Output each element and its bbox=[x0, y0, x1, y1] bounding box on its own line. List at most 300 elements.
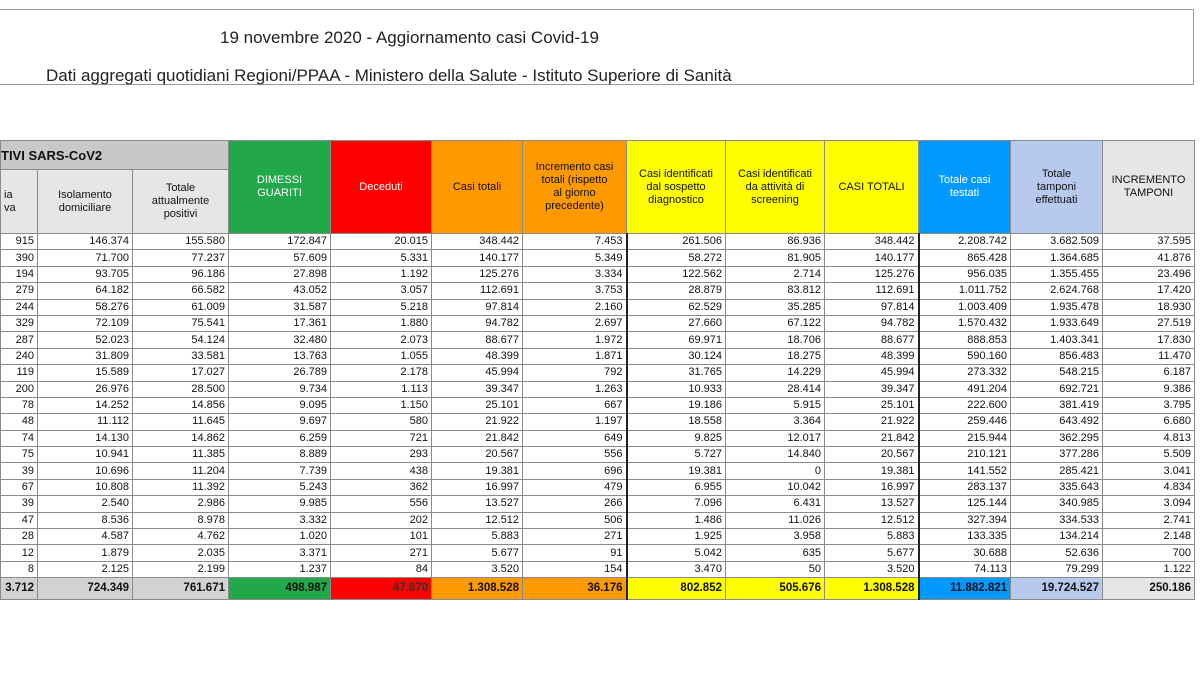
table-cell: 240 bbox=[1, 348, 38, 364]
table-cell: 19.381 bbox=[432, 463, 523, 479]
table-cell: 3.958 bbox=[726, 529, 825, 545]
table-cell: 88.677 bbox=[432, 332, 523, 348]
table-cell: 7.096 bbox=[627, 496, 726, 512]
table-cell: 0 bbox=[726, 463, 825, 479]
table-cell: 9.734 bbox=[229, 381, 331, 397]
table-cell: 1.003.409 bbox=[919, 299, 1011, 315]
table-cell: 287 bbox=[1, 332, 38, 348]
table-cell: 8 bbox=[1, 561, 38, 577]
table-cell: 643.492 bbox=[1011, 414, 1103, 430]
table-cell: 721 bbox=[331, 430, 432, 446]
table-cell: 11.026 bbox=[726, 512, 825, 528]
table-cell: 79.299 bbox=[1011, 561, 1103, 577]
table-cell: 17.361 bbox=[229, 315, 331, 331]
table-cell: 12.017 bbox=[726, 430, 825, 446]
total-cell: 1.308.528 bbox=[432, 578, 523, 600]
group-header-positivi: TIVI SARS-CoV2 bbox=[1, 141, 229, 170]
table-cell: 1.972 bbox=[523, 332, 627, 348]
table-cell: 7.453 bbox=[523, 234, 627, 250]
table-cell: 3.332 bbox=[229, 512, 331, 528]
table-cell: 6.187 bbox=[1103, 365, 1195, 381]
table-cell: 8.536 bbox=[38, 512, 133, 528]
table-cell: 17.420 bbox=[1103, 283, 1195, 299]
table-cell: 28.879 bbox=[627, 283, 726, 299]
total-cell: 802.852 bbox=[627, 578, 726, 600]
page-title: 19 novembre 2020 - Aggiornamento casi Covid-19 bbox=[220, 28, 599, 47]
table-cell: 21.922 bbox=[432, 414, 523, 430]
table-cell: 28.414 bbox=[726, 381, 825, 397]
table-cell: 43.052 bbox=[229, 283, 331, 299]
table-cell: 283.137 bbox=[919, 479, 1011, 495]
table-cell: 27.519 bbox=[1103, 315, 1195, 331]
table-cell: 125.144 bbox=[919, 496, 1011, 512]
table-cell: 4.762 bbox=[133, 529, 229, 545]
table-cell: 39 bbox=[1, 463, 38, 479]
table-cell: 1.570.432 bbox=[919, 315, 1011, 331]
table-cell: 11.385 bbox=[133, 447, 229, 463]
table-cell: 271 bbox=[523, 529, 627, 545]
table-cell: 2.208.742 bbox=[919, 234, 1011, 250]
table-cell: 6.259 bbox=[229, 430, 331, 446]
col-header-totale-casi-testati: Totale casi testati bbox=[919, 141, 1011, 234]
table-cell: 28 bbox=[1, 529, 38, 545]
table-row bbox=[1, 381, 1195, 397]
table-cell: 696 bbox=[523, 463, 627, 479]
table-cell: 1.355.455 bbox=[1011, 266, 1103, 282]
table-cell: 692.721 bbox=[1011, 381, 1103, 397]
table-cell: 1.113 bbox=[331, 381, 432, 397]
table-cell: 52.636 bbox=[1011, 545, 1103, 561]
table-cell: 78 bbox=[1, 397, 38, 413]
table-row bbox=[1, 348, 1195, 364]
table-cell: 11.645 bbox=[133, 414, 229, 430]
table-cell: 5.883 bbox=[432, 529, 523, 545]
table-cell: 3.753 bbox=[523, 283, 627, 299]
table-cell: 112.691 bbox=[825, 283, 919, 299]
col-header-incremento-casi: Incremento casi totali (rispetto al giorno precedente) bbox=[523, 141, 627, 234]
table-cell: 62.529 bbox=[627, 299, 726, 315]
table-cell: 125.276 bbox=[432, 266, 523, 282]
table-cell: 154 bbox=[523, 561, 627, 577]
table-cell: 97.814 bbox=[432, 299, 523, 315]
col-header-dimessi-guariti: DIMESSI GUARITI bbox=[229, 141, 331, 234]
table-row bbox=[1, 315, 1195, 331]
table-cell: 72.109 bbox=[38, 315, 133, 331]
table-cell: 6.680 bbox=[1103, 414, 1195, 430]
table-cell: 3.371 bbox=[229, 545, 331, 561]
table-cell: 1.192 bbox=[331, 266, 432, 282]
table-cell: 84 bbox=[331, 561, 432, 577]
col-header-casi-screening: Casi identificati da attività di screening bbox=[726, 141, 825, 234]
table-cell: 4.834 bbox=[1103, 479, 1195, 495]
page-subtitle: Dati aggregati quotidiani Regioni/PPAA - Ministero della Salute - Istituto Superiore di Sanità bbox=[46, 66, 732, 85]
table-cell: 1.364.685 bbox=[1011, 250, 1103, 266]
covid-data-table bbox=[0, 140, 1195, 600]
col-header-totale-positivi: Totale attualmente positivi bbox=[133, 170, 229, 234]
table-cell: 26.789 bbox=[229, 365, 331, 381]
table-cell: 17.830 bbox=[1103, 332, 1195, 348]
table-cell: 20.567 bbox=[432, 447, 523, 463]
table-cell: 21.842 bbox=[825, 430, 919, 446]
total-cell: 19.724.527 bbox=[1011, 578, 1103, 600]
table-cell: 222.600 bbox=[919, 397, 1011, 413]
table-cell: 2.199 bbox=[133, 561, 229, 577]
table-cell: 11.470 bbox=[1103, 348, 1195, 364]
table-cell: 2.624.768 bbox=[1011, 283, 1103, 299]
table-cell: 41.876 bbox=[1103, 250, 1195, 266]
table-cell: 200 bbox=[1, 381, 38, 397]
table-cell: 13.763 bbox=[229, 348, 331, 364]
table-cell: 271 bbox=[331, 545, 432, 561]
table-cell: 14.862 bbox=[133, 430, 229, 446]
table-cell: 12.512 bbox=[825, 512, 919, 528]
table-cell: 259.446 bbox=[919, 414, 1011, 430]
table-cell: 548.215 bbox=[1011, 365, 1103, 381]
table-cell: 329 bbox=[1, 315, 38, 331]
table-cell: 2.160 bbox=[523, 299, 627, 315]
table-cell: 10.933 bbox=[627, 381, 726, 397]
col-header-totale-tamponi: Totale tamponi effettuati bbox=[1011, 141, 1103, 234]
table-cell: 649 bbox=[523, 430, 627, 446]
table-cell: 580 bbox=[331, 414, 432, 430]
total-cell: 724.349 bbox=[38, 578, 133, 600]
table-cell: 9.697 bbox=[229, 414, 331, 430]
table-cell: 140.177 bbox=[432, 250, 523, 266]
table-cell: 13.527 bbox=[825, 496, 919, 512]
table-cell: 1.020 bbox=[229, 529, 331, 545]
table-cell: 856.483 bbox=[1011, 348, 1103, 364]
table-cell: 273.332 bbox=[919, 365, 1011, 381]
table-cell: 792 bbox=[523, 365, 627, 381]
table-cell: 667 bbox=[523, 397, 627, 413]
table-cell: 37.595 bbox=[1103, 234, 1195, 250]
table-cell: 54.124 bbox=[133, 332, 229, 348]
table-cell: 32.480 bbox=[229, 332, 331, 348]
table-cell: 4.587 bbox=[38, 529, 133, 545]
table-cell: 10.808 bbox=[38, 479, 133, 495]
table-cell: 18.558 bbox=[627, 414, 726, 430]
table-row bbox=[1, 397, 1195, 413]
table-row bbox=[1, 414, 1195, 430]
table-cell: 140.177 bbox=[825, 250, 919, 266]
table-cell: 202 bbox=[331, 512, 432, 528]
table-cell: 14.856 bbox=[133, 397, 229, 413]
table-cell: 5.509 bbox=[1103, 447, 1195, 463]
col-header-casi-sospetto-diagnostico: Casi identificati dal sospetto diagnostico bbox=[627, 141, 726, 234]
table-cell: 362 bbox=[331, 479, 432, 495]
table-cell: 244 bbox=[1, 299, 38, 315]
table-row bbox=[1, 430, 1195, 446]
table-row bbox=[1, 496, 1195, 512]
table-cell: 5.243 bbox=[229, 479, 331, 495]
table-cell: 15.589 bbox=[38, 365, 133, 381]
table-cell: 888.853 bbox=[919, 332, 1011, 348]
table-cell: 1.237 bbox=[229, 561, 331, 577]
table-cell: 4.813 bbox=[1103, 430, 1195, 446]
total-cell: 11.882.821 bbox=[919, 578, 1011, 600]
table-cell: 2.714 bbox=[726, 266, 825, 282]
table-cell: 2.178 bbox=[331, 365, 432, 381]
table-cell: 122.562 bbox=[627, 266, 726, 282]
table-cell: 1.935.478 bbox=[1011, 299, 1103, 315]
table-cell: 210.121 bbox=[919, 447, 1011, 463]
table-cell: 10.696 bbox=[38, 463, 133, 479]
table-cell: 5.331 bbox=[331, 250, 432, 266]
table-cell: 1.403.341 bbox=[1011, 332, 1103, 348]
table-cell: 491.204 bbox=[919, 381, 1011, 397]
table-cell: 1.933.649 bbox=[1011, 315, 1103, 331]
table-cell: 88.677 bbox=[825, 332, 919, 348]
table-cell: 20.567 bbox=[825, 447, 919, 463]
table-cell: 381.419 bbox=[1011, 397, 1103, 413]
table-cell: 19.381 bbox=[825, 463, 919, 479]
table-cell: 5.349 bbox=[523, 250, 627, 266]
table-cell: 5.042 bbox=[627, 545, 726, 561]
table-cell: 75.541 bbox=[133, 315, 229, 331]
total-cell: 498.987 bbox=[229, 578, 331, 600]
table-cell: 5.218 bbox=[331, 299, 432, 315]
table-row bbox=[1, 561, 1195, 577]
table-cell: 19.381 bbox=[627, 463, 726, 479]
table-cell: 14.229 bbox=[726, 365, 825, 381]
table-cell: 27.660 bbox=[627, 315, 726, 331]
table-cell: 2.073 bbox=[331, 332, 432, 348]
table-cell: 48 bbox=[1, 414, 38, 430]
table-cell: 2.148 bbox=[1103, 529, 1195, 545]
table-cell: 6.955 bbox=[627, 479, 726, 495]
table-cell: 30.124 bbox=[627, 348, 726, 364]
table-cell: 9.095 bbox=[229, 397, 331, 413]
table-cell: 74.113 bbox=[919, 561, 1011, 577]
table-cell: 194 bbox=[1, 266, 38, 282]
table-cell: 66.582 bbox=[133, 283, 229, 299]
table-cell: 334.533 bbox=[1011, 512, 1103, 528]
table-row bbox=[1, 529, 1195, 545]
table-cell: 865.428 bbox=[919, 250, 1011, 266]
table-cell: 340.985 bbox=[1011, 496, 1103, 512]
table-cell: 50 bbox=[726, 561, 825, 577]
table-cell: 11.112 bbox=[38, 414, 133, 430]
table-cell: 915 bbox=[1, 234, 38, 250]
table-cell: 75 bbox=[1, 447, 38, 463]
table-row bbox=[1, 299, 1195, 315]
table-cell: 146.374 bbox=[38, 234, 133, 250]
table-cell: 10.042 bbox=[726, 479, 825, 495]
table-cell: 5.915 bbox=[726, 397, 825, 413]
table-cell: 11.392 bbox=[133, 479, 229, 495]
table-row bbox=[1, 234, 1195, 250]
table-row bbox=[1, 512, 1195, 528]
table-cell: 19.186 bbox=[627, 397, 726, 413]
table-cell: 12 bbox=[1, 545, 38, 561]
table-cell: 18.930 bbox=[1103, 299, 1195, 315]
table-cell: 26.976 bbox=[38, 381, 133, 397]
total-cell: 761.671 bbox=[133, 578, 229, 600]
table-cell: 172.847 bbox=[229, 234, 331, 250]
table-cell: 77.237 bbox=[133, 250, 229, 266]
table-row bbox=[1, 365, 1195, 381]
table-row bbox=[1, 250, 1195, 266]
table-cell: 2.035 bbox=[133, 545, 229, 561]
col-header-incremento-tamponi: INCREMENTO TAMPONI bbox=[1103, 141, 1195, 234]
table-cell: 25.101 bbox=[432, 397, 523, 413]
table-cell: 3.057 bbox=[331, 283, 432, 299]
table-cell: 13.527 bbox=[432, 496, 523, 512]
table-cell: 635 bbox=[726, 545, 825, 561]
table-cell: 2.741 bbox=[1103, 512, 1195, 528]
table-cell: 3.364 bbox=[726, 414, 825, 430]
table-cell: 5.677 bbox=[825, 545, 919, 561]
table-cell: 1.122 bbox=[1103, 561, 1195, 577]
table-cell: 1.197 bbox=[523, 414, 627, 430]
table-cell: 39.347 bbox=[825, 381, 919, 397]
table-cell: 31.809 bbox=[38, 348, 133, 364]
table-cell: 39.347 bbox=[432, 381, 523, 397]
table-cell: 83.812 bbox=[726, 283, 825, 299]
table-cell: 155.580 bbox=[133, 234, 229, 250]
table-cell: 33.581 bbox=[133, 348, 229, 364]
table-body bbox=[1, 234, 1195, 600]
table-cell: 93.705 bbox=[38, 266, 133, 282]
table-cell: 67.122 bbox=[726, 315, 825, 331]
table-cell: 58.272 bbox=[627, 250, 726, 266]
col-header-casi-totali-upper: CASI TOTALI bbox=[825, 141, 919, 234]
table-cell: 134.214 bbox=[1011, 529, 1103, 545]
table-cell: 52.023 bbox=[38, 332, 133, 348]
totals-row bbox=[1, 578, 1195, 600]
table-row bbox=[1, 332, 1195, 348]
table-cell: 2.540 bbox=[38, 496, 133, 512]
table-cell: 25.101 bbox=[825, 397, 919, 413]
table-cell: 27.898 bbox=[229, 266, 331, 282]
table-cell: 1.011.752 bbox=[919, 283, 1011, 299]
table-cell: 1.486 bbox=[627, 512, 726, 528]
table-cell: 700 bbox=[1103, 545, 1195, 561]
col-header-deceduti: Deceduti bbox=[331, 141, 432, 234]
table-cell: 35.285 bbox=[726, 299, 825, 315]
table-cell: 3.094 bbox=[1103, 496, 1195, 512]
table-cell: 31.587 bbox=[229, 299, 331, 315]
table-cell: 1.150 bbox=[331, 397, 432, 413]
table-cell: 2.986 bbox=[133, 496, 229, 512]
total-cell: 1.308.528 bbox=[825, 578, 919, 600]
table-cell: 9.825 bbox=[627, 430, 726, 446]
table-cell: 97.814 bbox=[825, 299, 919, 315]
table-cell: 91 bbox=[523, 545, 627, 561]
table-row bbox=[1, 479, 1195, 495]
table-cell: 48.399 bbox=[432, 348, 523, 364]
table-cell: 261.506 bbox=[627, 234, 726, 250]
table-cell: 45.994 bbox=[432, 365, 523, 381]
table-cell: 8.978 bbox=[133, 512, 229, 528]
col-header-isolamento-domiciliare: Isolamento domiciliare bbox=[38, 170, 133, 234]
total-cell: 47.870 bbox=[331, 578, 432, 600]
table-cell: 119 bbox=[1, 365, 38, 381]
table-cell: 215.944 bbox=[919, 430, 1011, 446]
table-cell: 141.552 bbox=[919, 463, 1011, 479]
table-cell: 1.871 bbox=[523, 348, 627, 364]
table-cell: 57.609 bbox=[229, 250, 331, 266]
table-cell: 279 bbox=[1, 283, 38, 299]
table-cell: 1.055 bbox=[331, 348, 432, 364]
table-cell: 12.512 bbox=[432, 512, 523, 528]
table-cell: 506 bbox=[523, 512, 627, 528]
table-cell: 2.697 bbox=[523, 315, 627, 331]
table-cell: 74 bbox=[1, 430, 38, 446]
table-cell: 11.204 bbox=[133, 463, 229, 479]
table-cell: 438 bbox=[331, 463, 432, 479]
table-cell: 23.496 bbox=[1103, 266, 1195, 282]
total-cell: 505.676 bbox=[726, 578, 825, 600]
table-cell: 133.335 bbox=[919, 529, 1011, 545]
table-cell: 1.263 bbox=[523, 381, 627, 397]
table-cell: 390 bbox=[1, 250, 38, 266]
table-cell: 5.727 bbox=[627, 447, 726, 463]
table-cell: 9.386 bbox=[1103, 381, 1195, 397]
table-cell: 1.879 bbox=[38, 545, 133, 561]
table-cell: 18.706 bbox=[726, 332, 825, 348]
table-cell: 96.186 bbox=[133, 266, 229, 282]
table-cell: 3.795 bbox=[1103, 397, 1195, 413]
table-cell: 81.905 bbox=[726, 250, 825, 266]
table-cell: 67 bbox=[1, 479, 38, 495]
table-cell: 21.842 bbox=[432, 430, 523, 446]
table-cell: 362.295 bbox=[1011, 430, 1103, 446]
table-cell: 94.782 bbox=[825, 315, 919, 331]
table-cell: 58.276 bbox=[38, 299, 133, 315]
table-cell: 556 bbox=[331, 496, 432, 512]
table-row bbox=[1, 463, 1195, 479]
table-cell: 14.252 bbox=[38, 397, 133, 413]
table-cell: 69.971 bbox=[627, 332, 726, 348]
table-cell: 7.739 bbox=[229, 463, 331, 479]
table-cell: 47 bbox=[1, 512, 38, 528]
table-cell: 8.889 bbox=[229, 447, 331, 463]
table-cell: 31.765 bbox=[627, 365, 726, 381]
table-cell: 9.985 bbox=[229, 496, 331, 512]
table-cell: 5.883 bbox=[825, 529, 919, 545]
table-cell: 556 bbox=[523, 447, 627, 463]
table-cell: 590.160 bbox=[919, 348, 1011, 364]
table-cell: 14.840 bbox=[726, 447, 825, 463]
total-cell: 250.186 bbox=[1103, 578, 1195, 600]
table-cell: 3.470 bbox=[627, 561, 726, 577]
total-cell: 36.176 bbox=[523, 578, 627, 600]
table-cell: 112.691 bbox=[432, 283, 523, 299]
table-cell: 28.500 bbox=[133, 381, 229, 397]
table-row bbox=[1, 545, 1195, 561]
table-cell: 3.682.509 bbox=[1011, 234, 1103, 250]
table-cell: 61.009 bbox=[133, 299, 229, 315]
table-cell: 6.431 bbox=[726, 496, 825, 512]
title-box bbox=[0, 9, 1194, 85]
table-cell: 101 bbox=[331, 529, 432, 545]
table-cell: 14.130 bbox=[38, 430, 133, 446]
table-cell: 64.182 bbox=[38, 283, 133, 299]
table-cell: 335.643 bbox=[1011, 479, 1103, 495]
table-cell: 86.936 bbox=[726, 234, 825, 250]
table-cell: 16.997 bbox=[432, 479, 523, 495]
table-cell: 266 bbox=[523, 496, 627, 512]
table-cell: 18.275 bbox=[726, 348, 825, 364]
table-cell: 956.035 bbox=[919, 266, 1011, 282]
table-cell: 125.276 bbox=[825, 266, 919, 282]
table-cell: 348.442 bbox=[432, 234, 523, 250]
table-cell: 1.880 bbox=[331, 315, 432, 331]
total-cell: 3.712 bbox=[1, 578, 38, 600]
table-row bbox=[1, 447, 1195, 463]
table-cell: 377.286 bbox=[1011, 447, 1103, 463]
